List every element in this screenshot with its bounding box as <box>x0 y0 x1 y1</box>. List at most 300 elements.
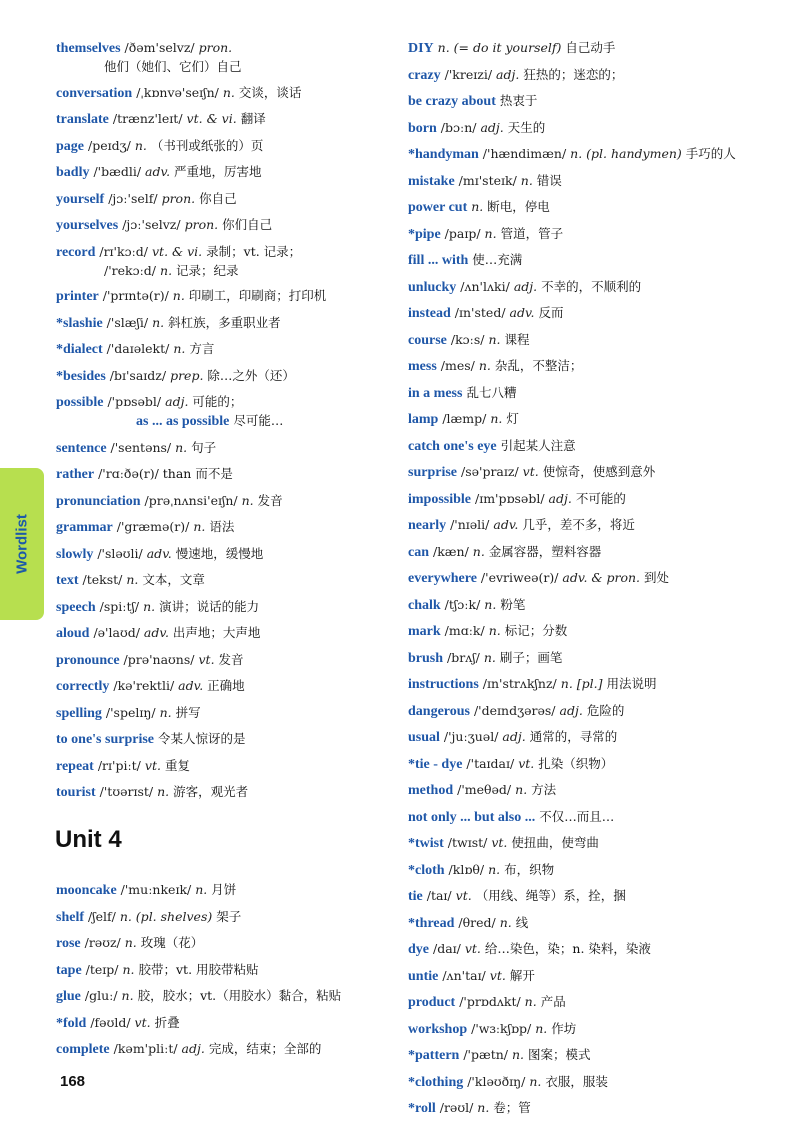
entry-pos: n. <box>520 172 533 188</box>
entry-pos: pron. <box>184 217 219 232</box>
entry-phon: /tʃɔːk/ <box>444 596 481 612</box>
entry-phon: /'bædli/ <box>93 164 142 179</box>
wordlist-entry <box>408 1021 778 1038</box>
unit-heading: Unit 4 <box>55 826 122 853</box>
entry-word: power cut <box>408 200 468 215</box>
entry-phon: /'wɜːkʃɒp/ <box>471 1020 532 1036</box>
entry-phon: /'muːnkeɪk/ <box>120 882 192 897</box>
entry-word: conversation <box>56 85 133 101</box>
entry-pos: n. (pl. handymen) <box>570 146 682 161</box>
entry-word: mark <box>408 624 441 639</box>
entry-pos: n. <box>241 492 254 508</box>
entry-def: 你自己 <box>199 190 237 206</box>
entry-phon: /mɪ'steɪk/ <box>458 172 517 188</box>
entry-word: pronounce <box>56 652 120 668</box>
wordlist-entry <box>56 519 396 536</box>
wordlist-entry <box>56 368 396 385</box>
entry-phon: /sə'praɪz/ <box>460 464 519 479</box>
entry-word: in a mess <box>408 385 463 401</box>
entry-def: 布，织物 <box>504 861 555 877</box>
wordlist-entry <box>408 411 778 428</box>
entry-def: 拼写 <box>175 704 201 720</box>
wordlist-entry <box>56 1015 401 1032</box>
entry-word: dye <box>408 942 429 957</box>
wordlist-entry <box>408 252 778 269</box>
entry-def: 发音 <box>218 651 244 667</box>
entry-def: 游客，观光者 <box>173 784 249 799</box>
entry-word: *thread <box>408 915 455 931</box>
entry-def: 发音 <box>257 492 283 508</box>
wordlist-entry <box>408 729 778 746</box>
entry-def: 方法 <box>531 782 557 797</box>
wordlist-entry <box>408 676 778 693</box>
entry-def: 自己动手 <box>565 40 616 55</box>
wordlist-entry <box>408 968 778 985</box>
entry-word: shelf <box>56 909 84 925</box>
entry-word: *pipe <box>408 226 441 242</box>
entry-pos: adj. <box>502 729 526 744</box>
wordlist-tab-label: Wordlist <box>13 514 31 574</box>
entry-def: 引起某人注意 <box>500 437 576 453</box>
right-column <box>408 40 778 1127</box>
entry-phon: /mes/ <box>440 358 475 373</box>
wordlist-entry <box>56 935 401 952</box>
entry-pos: n. (= do it yourself) <box>437 40 562 55</box>
entry-def: 正确地 <box>207 678 245 693</box>
entry-pos: n. <box>193 519 206 534</box>
wordlist-entry <box>56 288 396 305</box>
entry-pos: n. <box>483 649 496 665</box>
entry-def: 扎染（织物） <box>538 755 614 771</box>
entry-phon: /'tʊərɪst/ <box>99 784 154 799</box>
entry-pos: n. <box>143 598 156 614</box>
wordlist-entry <box>56 59 396 75</box>
wordlist-entry <box>56 341 396 358</box>
entry-pos: vt. <box>134 1014 151 1030</box>
entry-pos: adv. <box>145 164 171 179</box>
entry-def: 交谈，谈话 <box>238 84 302 100</box>
entry-phon: /'nɪəli/ <box>450 517 490 532</box>
entry-word: repeat <box>56 758 94 774</box>
entry-pos: adj. <box>496 66 520 82</box>
entry-def: （书刊或纸张的）页 <box>150 137 264 153</box>
entry-phon: /'evriweə(r)/ <box>480 570 559 585</box>
entry-word: mess <box>408 359 437 374</box>
entry-def: 使…充满 <box>472 252 523 267</box>
entry-word: grammar <box>56 520 113 535</box>
entry-def: 反而 <box>538 305 564 320</box>
entry-word: rather <box>56 467 95 482</box>
entry-phon: /læmp/ <box>442 411 487 426</box>
entry-pos: n. <box>478 358 491 373</box>
entry-def: 标记；分数 <box>504 623 568 638</box>
entry-pos: vt. <box>464 941 481 956</box>
entry-def: 玫瑰（花） <box>140 935 204 950</box>
wordlist-entry <box>408 491 778 508</box>
entry-pos: adj. <box>513 278 538 294</box>
entry-word: aloud <box>56 626 90 641</box>
entry-pos: n. <box>499 914 512 930</box>
entry-word: *besides <box>56 368 106 384</box>
entry-word: brush <box>408 650 444 666</box>
entry-def: 完成，结束；全部的 <box>208 1041 322 1056</box>
wordlist-entry <box>408 941 778 958</box>
entry-pos: vt. & vi. <box>186 111 237 126</box>
entry-pos: n. <box>126 572 139 587</box>
entry-word: yourselves <box>56 218 119 233</box>
entry-word: catch one's eye <box>408 438 497 454</box>
wordlist-entry <box>408 438 778 455</box>
wordlist-entry <box>56 315 396 332</box>
entry-def: 除…之外（还） <box>207 367 295 383</box>
entry-word: tie <box>408 889 423 904</box>
wordlist-entry <box>56 731 396 748</box>
wordlist-entry <box>56 244 396 261</box>
entry-word: surprise <box>408 465 457 480</box>
entry-word: page <box>56 138 84 154</box>
entry-def: 胶带；vt. 用胶带粘贴 <box>138 961 259 977</box>
wordlist-entry <box>408 332 778 349</box>
wordlist-entry <box>56 164 396 181</box>
entry-word: possible <box>56 395 104 410</box>
entry-word: *dialect <box>56 342 103 357</box>
entry-word: can <box>408 544 429 560</box>
entry-phon: /ˌkɒnvə'seɪʃn/ <box>136 84 219 100</box>
entry-word: crazy <box>408 67 441 83</box>
entry-pos: n. <box>488 331 501 347</box>
wordlist-entry <box>56 191 396 208</box>
wordlist-entry <box>56 111 396 128</box>
entry-word: *cloth <box>408 862 445 878</box>
entry-phon: /'spelɪŋ/ <box>105 704 156 720</box>
entry-word: slowly <box>56 546 94 562</box>
entry-phon: /ʃelf/ <box>87 908 116 924</box>
entry-def: 慢速地，缓慢地 <box>175 545 264 561</box>
wordlist-entry <box>408 862 778 879</box>
entry-def: 到处 <box>644 570 670 585</box>
entry-word: everywhere <box>408 571 477 586</box>
entry-pos: adv. <box>178 678 204 693</box>
entry-phon: /fəʊld/ <box>90 1014 131 1030</box>
entry-pos: vt. <box>144 757 161 773</box>
entry-def: 架子 <box>216 908 242 924</box>
wordlist-entry <box>408 464 778 481</box>
entry-def: （用线、绳等）系，拴，捆 <box>475 888 626 903</box>
entry-def: 给…染色，染；n. 染料，染液 <box>484 941 651 956</box>
entry-word: unlucky <box>408 279 457 295</box>
entry-phon: /ʌn'taɪ/ <box>442 967 486 983</box>
entry-phon: /paɪp/ <box>444 225 481 241</box>
wordlist-entry <box>408 1047 778 1064</box>
entry-phon: /'pɒsəbl/ <box>107 394 162 409</box>
entry-pos: n. <box>524 994 537 1009</box>
entry-phon: /rəʊz/ <box>84 935 121 950</box>
entry-pos: vt. <box>522 464 539 479</box>
wordlist-entry <box>56 138 396 155</box>
entry-def: 演讲；说话的能力 <box>159 598 260 614</box>
entry-def: 卷；管 <box>493 1100 531 1115</box>
entry-word: *fold <box>56 1015 87 1031</box>
entry-def: 重复 <box>164 757 190 773</box>
entry-word: untie <box>408 968 439 984</box>
entry-def: 方言 <box>189 341 215 356</box>
entry-pos: adv. <box>143 625 169 640</box>
entry-phon: /bɔːn/ <box>440 119 477 135</box>
entry-def: 尽可能… <box>233 413 284 428</box>
entry-def: 折叠 <box>154 1014 180 1030</box>
entry-phon: /'kreɪzi/ <box>444 66 493 82</box>
entry-phon: /twɪst/ <box>447 835 488 850</box>
entry-pos: vt. <box>198 651 215 667</box>
wordlist-entry <box>408 67 778 84</box>
entry-pos: n. <box>488 861 501 877</box>
entry-phon: /peɪdʒ/ <box>87 137 131 153</box>
entry-phon: /spiːtʃ/ <box>99 598 140 614</box>
entry-pos: n. <box>529 1073 542 1089</box>
entry-phon: /bɪ'saɪdz/ <box>109 367 167 383</box>
entry-def: 课程 <box>504 331 530 347</box>
entry-pos: n. <box>515 782 528 797</box>
entry-pos: vt. <box>518 755 535 771</box>
wordlist-entry <box>56 625 396 642</box>
wordlist-entry <box>408 994 778 1011</box>
entry-word: fill ... with <box>408 253 469 268</box>
entry-word: tape <box>56 962 82 978</box>
entry-phon: /jɔː'self/ <box>108 190 158 206</box>
entry-def: 令某人惊讶的是 <box>157 731 246 746</box>
wordlist-entry <box>408 650 778 667</box>
entry-def: 出声地；大声地 <box>172 625 261 640</box>
entry-pos: n. <box>490 411 503 426</box>
entry-def: 作坊 <box>551 1020 577 1036</box>
entry-pos: pron. <box>198 40 233 55</box>
entry-word: *tie - dye <box>408 756 463 772</box>
entry-pos: adj. <box>548 490 572 506</box>
entry-pos: n. <box>484 596 497 612</box>
entry-word: text <box>56 573 79 588</box>
entry-pos: n. <box>134 137 147 153</box>
wordlist-entry <box>56 85 396 102</box>
entry-word: record <box>56 244 96 260</box>
entry-def: 热衷于 <box>499 93 538 108</box>
entry-pos: n. <box>173 341 186 356</box>
entry-pos: n. <box>159 704 172 720</box>
entry-phon: /kæn/ <box>432 543 469 559</box>
entry-def: 文本，文章 <box>142 572 205 587</box>
entry-word: as ... as possible <box>136 414 230 429</box>
entry-word: complete <box>56 1042 110 1057</box>
entry-pos: n. <box>157 784 170 799</box>
entry-def: 通常的，寻常的 <box>529 729 618 744</box>
entry-word: themselves <box>56 41 121 56</box>
entry-phon: /trænz'leɪt/ <box>112 111 183 126</box>
entry-def: 天生的 <box>507 119 546 135</box>
entry-word: glue <box>56 989 81 1004</box>
entry-pos: pron. <box>161 190 196 206</box>
entry-def: 乱七八糟 <box>466 384 517 400</box>
entry-def: 不幸的，不顺利的 <box>541 278 642 294</box>
entry-def: 狂热的；迷恋的； <box>523 66 624 82</box>
wordlist-entry <box>408 888 778 905</box>
entry-def: 使扭曲，使弯曲 <box>511 835 599 850</box>
entry-def: 你们自己 <box>222 217 273 232</box>
wordlist-entry <box>56 909 401 926</box>
entry-def: 严重地，厉害地 <box>174 164 262 179</box>
entry-word: usual <box>408 730 440 745</box>
entry-phon: /'sentəns/ <box>110 439 172 455</box>
entry-pos: n. (pl. shelves) <box>119 908 213 924</box>
entry-pos: n. <box>222 84 235 100</box>
entry-word: translate <box>56 112 109 127</box>
wordlist-entry <box>408 782 778 799</box>
entry-phon: /'prɒdʌkt/ <box>459 994 521 1009</box>
entry-word: method <box>408 783 454 798</box>
entry-word: tourist <box>56 785 96 800</box>
wordlist-entry <box>408 1074 778 1091</box>
wordlist-entry <box>408 199 778 216</box>
entry-phon: /'rɑːðə(r)/ <box>98 466 159 481</box>
entry-def: 金属容器，塑料容器 <box>488 543 602 559</box>
entry-def: 线 <box>515 914 529 930</box>
entry-def: 句子 <box>191 439 217 455</box>
entry-def: 错误 <box>536 172 562 188</box>
entry-def: 灯 <box>506 411 519 426</box>
entry-pos: vt. <box>489 967 506 983</box>
wordlist-entry <box>56 546 396 563</box>
entry-def: 斜杠族，多重职业者 <box>168 314 281 330</box>
entry-word: spelling <box>56 705 102 721</box>
entry-def: 不仅…而且… <box>539 808 615 824</box>
wordlist-entry <box>56 394 396 411</box>
entry-word: to one's surprise <box>56 732 154 747</box>
entry-word: *twist <box>408 836 444 851</box>
wordlist-entry <box>408 517 778 534</box>
entry-word: *pattern <box>408 1048 460 1063</box>
entry-pos: adj. <box>480 119 504 135</box>
entry-phon: /'daɪəlekt/ <box>106 341 170 356</box>
entry-pos: n. <box>124 935 137 950</box>
entry-def: 产品 <box>540 994 566 1009</box>
wordlist-entry <box>56 217 396 234</box>
wordlist-entry <box>408 703 778 720</box>
wordlist-entry <box>56 962 401 979</box>
entry-phon: /ɪn'sted/ <box>454 305 506 320</box>
entry-phon: /'deɪndʒərəs/ <box>473 702 556 718</box>
entry-word: course <box>408 332 447 348</box>
entry-def: 印刷工，印刷商；打印机 <box>188 288 327 303</box>
entry-def: 管道，管子 <box>500 225 564 241</box>
entry-word: nearly <box>408 518 447 533</box>
wordlist-side-tab <box>0 468 44 620</box>
entry-def: 手巧的人 <box>685 146 736 161</box>
wordlist-entry <box>408 173 778 190</box>
entry-phon: /kə'rektli/ <box>113 678 175 693</box>
entry-word: *clothing <box>408 1074 464 1090</box>
entry-pos: prep. <box>170 367 204 383</box>
entry-phon: /rəʊl/ <box>439 1100 474 1115</box>
entry-pos: n. <box>488 623 501 638</box>
wordlist-entry <box>408 146 778 163</box>
entry-phon: /'pætn/ <box>463 1047 508 1062</box>
entry-def: 记录；纪录 <box>176 262 239 278</box>
wordlist-entry <box>408 358 778 375</box>
entry-phon: /ɪn'strʌkʃnz/ <box>482 676 557 691</box>
entry-pos: n. <box>511 1047 525 1062</box>
entry-def: than 而不是 <box>162 466 233 481</box>
entry-word: *handyman <box>408 147 479 162</box>
wordlist-entry <box>56 40 396 57</box>
entry-pos: n. <box>477 1100 490 1115</box>
entry-def: 录制；vt. 记录； <box>206 243 302 259</box>
wordlist-entry <box>56 466 396 483</box>
wordlist-entry <box>56 652 396 669</box>
entry-word: instead <box>408 306 451 321</box>
wordlist-entry <box>56 493 396 510</box>
entry-pos: n. <box>121 988 134 1003</box>
entry-phon: /jɔː'selvz/ <box>122 217 181 232</box>
entry-pos: n. <box>484 225 497 241</box>
entry-word: impossible <box>408 491 472 507</box>
entry-word: correctly <box>56 679 110 694</box>
entry-def: 粉笔 <box>500 596 526 612</box>
entry-pos: adv. <box>493 517 519 532</box>
wordlist-entry <box>408 915 778 932</box>
entry-pos: vt. & vi. <box>151 243 203 259</box>
entry-word: mooncake <box>56 883 117 898</box>
entry-def: 月饼 <box>211 882 237 897</box>
entry-word: product <box>408 995 456 1010</box>
entry-def: 衣服，服装 <box>545 1073 608 1089</box>
entry-pos: n. <box>122 961 135 977</box>
entry-pos: n. <box>472 543 485 559</box>
entry-phon: /tekst/ <box>82 572 123 587</box>
entry-word: rose <box>56 936 81 951</box>
wordlist-entry <box>56 599 396 616</box>
wordlist-entry <box>408 544 778 561</box>
entry-phon: /rɪ'piːt/ <box>97 757 141 773</box>
entry-word: not only ... but also ... <box>408 809 536 825</box>
wordlist-entry <box>56 440 396 457</box>
entry-phon: /ə'laʊd/ <box>93 625 140 640</box>
entry-phon: /rɪ'kɔːd/ <box>99 243 148 259</box>
entry-pos: n. <box>195 882 208 897</box>
entry-def: 危险的 <box>586 702 625 718</box>
entry-word: instructions <box>408 677 479 692</box>
wordlist-entry <box>56 1041 401 1058</box>
wordlist-entry <box>56 784 396 801</box>
wordlist-entry <box>408 570 778 587</box>
entry-phon: /'sləʊli/ <box>97 545 143 561</box>
entry-word: workshop <box>408 1021 468 1037</box>
entry-pos: n. <box>160 262 173 278</box>
entry-def: 可能的； <box>192 394 243 409</box>
entry-def: 图案；模式 <box>528 1047 591 1062</box>
entry-def: 不可能的 <box>575 490 626 506</box>
entry-phon: /brʌʃ/ <box>447 649 480 665</box>
entry-pos: n. [pl.] <box>560 676 603 691</box>
unit4-list <box>56 882 401 1068</box>
entry-phon: /'slæʃi/ <box>106 314 149 330</box>
entry-def: 断电，停电 <box>487 199 550 214</box>
wordlist-entry <box>408 623 778 640</box>
entry-def: 用法说明 <box>606 676 657 691</box>
wordlist-entry <box>408 385 778 402</box>
entry-pos: adj. <box>559 702 583 718</box>
entry-def: 刷子；画笔 <box>499 649 563 665</box>
wordlist-entry <box>408 226 778 243</box>
wordlist-entry <box>56 758 396 775</box>
entry-pos: adj. <box>165 394 189 409</box>
